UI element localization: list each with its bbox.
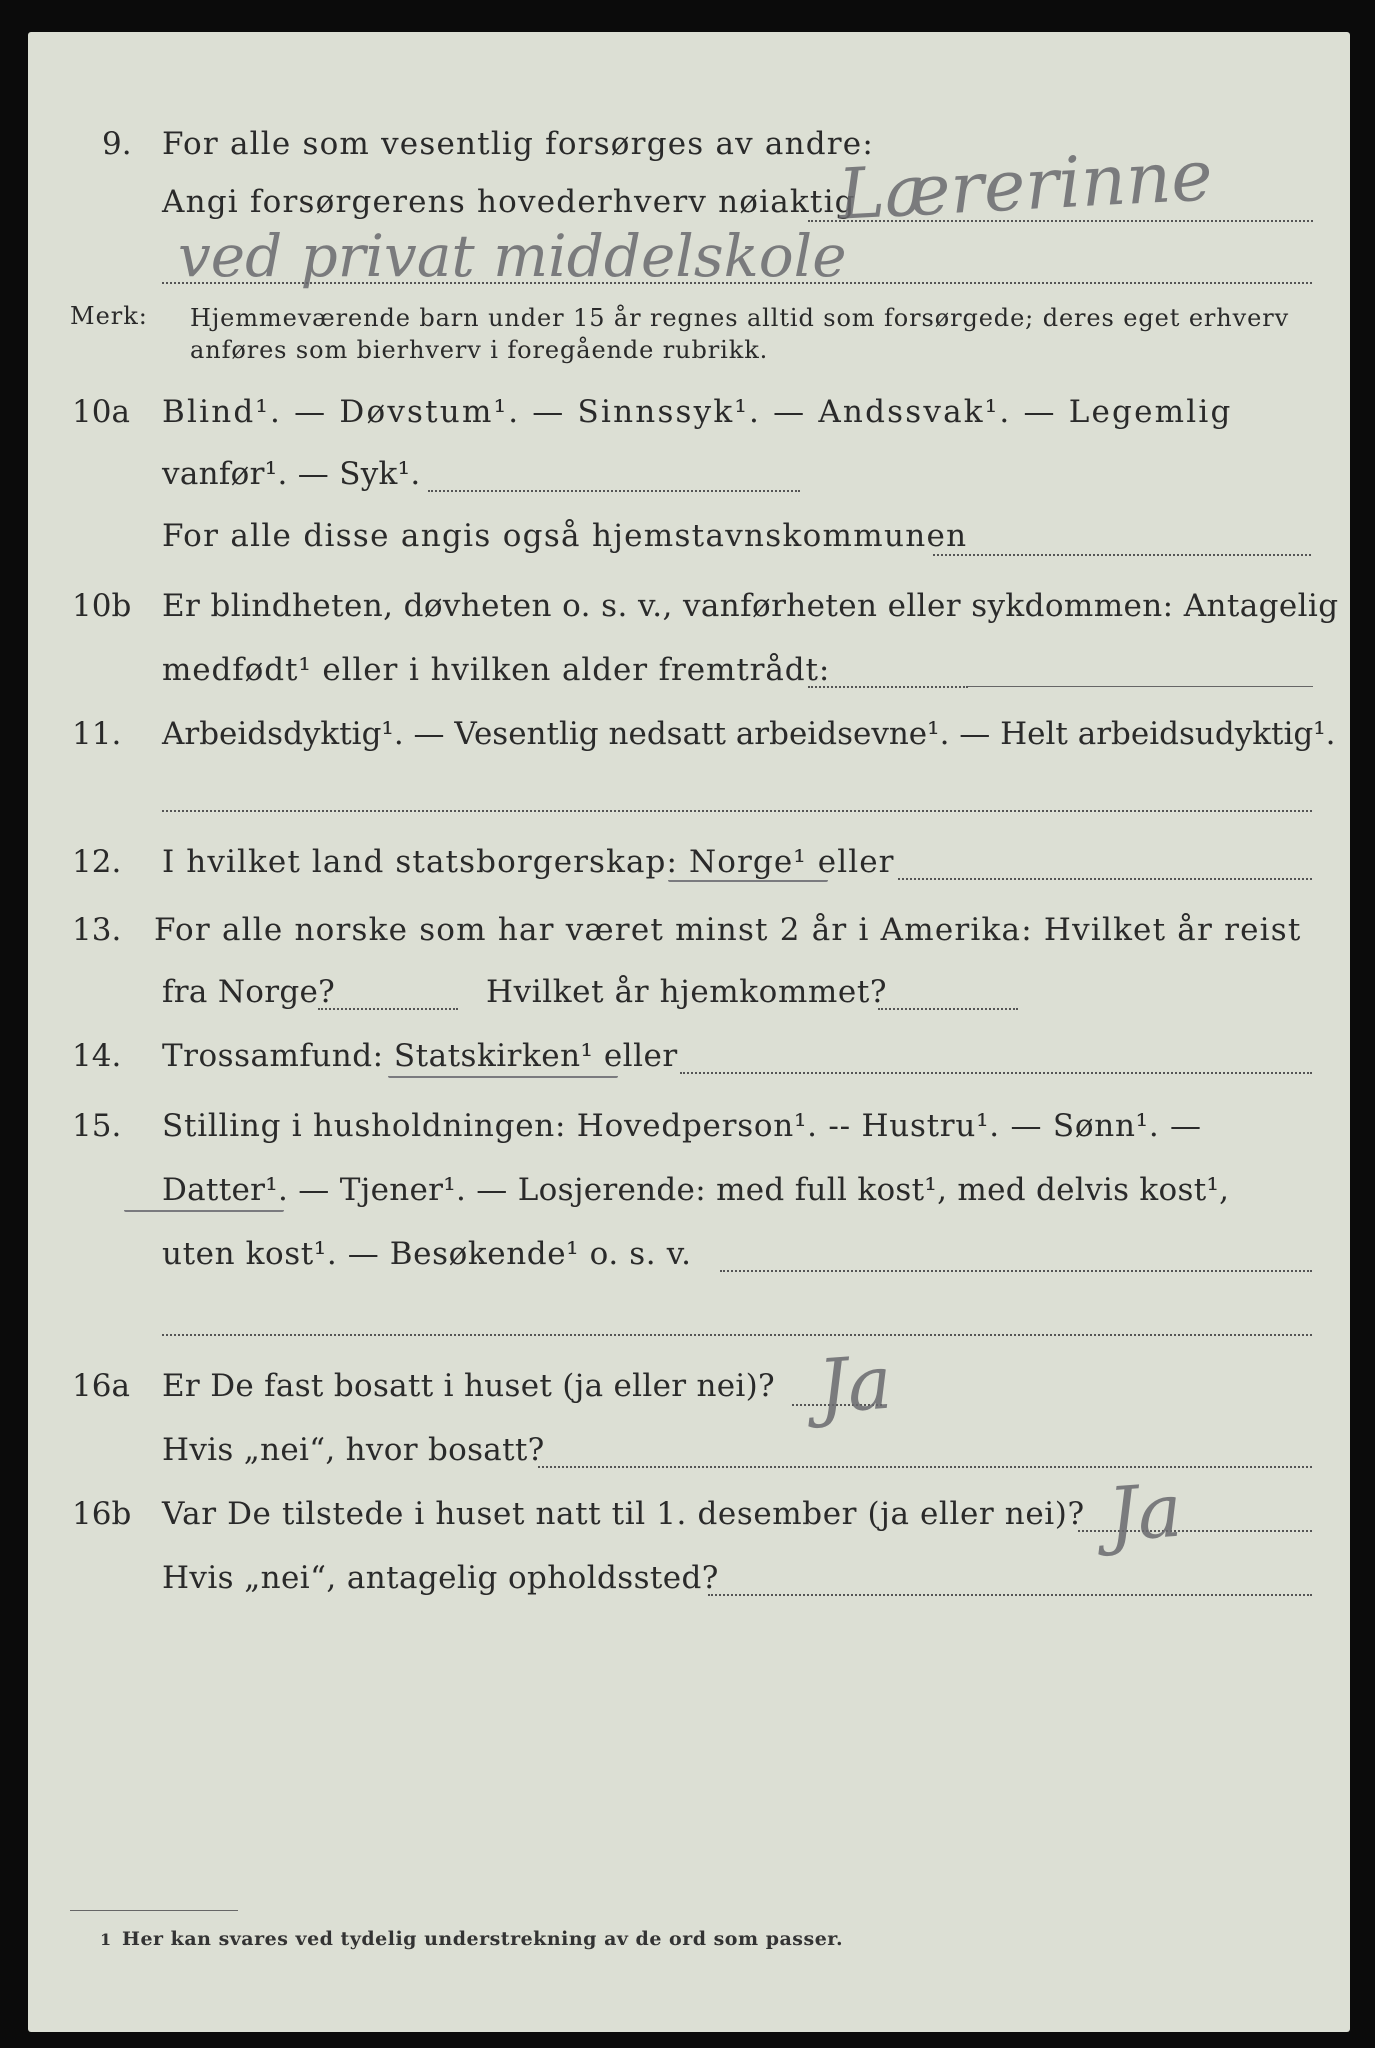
q10a-line2: vanfør¹. — Syk¹.	[162, 456, 421, 492]
q10a-syk-line	[428, 490, 800, 492]
q15-line2: Datter¹. — Tjener¹. — Losjerende: med full kost¹, med delvis kost¹,	[162, 1172, 1230, 1208]
q13-hjemkommet-line	[878, 1008, 1018, 1010]
q12-answer-line	[898, 878, 1312, 880]
q16b-opholdssted-line	[708, 1594, 1312, 1596]
q13-line2a: fra Norge?	[162, 974, 336, 1010]
q15-answer-line	[720, 1270, 1312, 1272]
q10b-answer-line	[968, 686, 1313, 687]
q16b-number: 16b	[72, 1496, 132, 1532]
q9-line1: For alle som vesentlig forsørges av andre:	[162, 126, 874, 162]
census-form-page	[28, 32, 1350, 2032]
q16a-number: 16a	[72, 1368, 130, 1404]
q10a-line1: Blind¹. — Døvstum¹. — Sinnssyk¹. — Andssvak¹. — Legemlig	[162, 394, 1233, 430]
q10b-line1: Er blindheten, døvheten o. s. v., vanførheten eller sykdommen: Antagelig	[162, 588, 1339, 624]
q14-number: 14.	[72, 1038, 122, 1074]
footnote-text: Her kan svares ved tydelig understrekning av de ord som passer.	[122, 1928, 844, 1950]
q10a-kommune-line	[933, 554, 1311, 556]
q16a-line1: Er De fast bosatt i huset (ja eller nei)?	[162, 1368, 775, 1404]
q10b-number: 10b	[72, 588, 132, 624]
q15-line1: Stilling i husholdningen: Hovedperson¹. -- Hustru¹. — Sønn¹. —	[162, 1108, 1202, 1144]
q12-norge-underline	[668, 880, 828, 882]
q10a-line3: For alle disse angis også hjemstavnskommunen	[162, 518, 968, 554]
q10a-number: 10a	[72, 394, 130, 430]
q10b-line2: medfødt¹ eller i hvilken alder fremtrådt:	[162, 652, 831, 688]
q16a-bosatt-line	[538, 1466, 1312, 1468]
merk-line1: Hjemmeværende barn under 15 år regnes alltid som forsørgede; deres eget erhverv	[190, 304, 1290, 332]
q16a-line2: Hvis „nei“, hvor bosatt?	[162, 1432, 545, 1468]
q9-handwritten-answer1: Lærerinne	[836, 134, 1215, 236]
q15-number: 15.	[72, 1108, 122, 1144]
q16b-line2: Hvis „nei“, antagelig opholdssted?	[162, 1560, 719, 1596]
q12-number: 12.	[72, 844, 122, 880]
q9-handwritten-answer2: ved privat middelskole	[178, 222, 847, 290]
q15-line3: uten kost¹. — Besøkende¹ o. s. v.	[162, 1236, 692, 1272]
q13-reist-line	[318, 1008, 458, 1010]
q9-number: 9.	[102, 126, 132, 162]
q11-number: 11.	[72, 716, 122, 752]
q16b-handwritten-answer: Ja	[1105, 1467, 1185, 1559]
q11-answer-line	[162, 810, 1312, 812]
q15-extra-line	[162, 1334, 1312, 1336]
q14-line1: Trossamfund: Statskirken¹ eller	[162, 1038, 678, 1074]
q16a-handwritten-answer: Ja	[815, 1339, 895, 1431]
q12-line1: I hvilket land statsborgerskap: Norge¹ eller	[162, 844, 895, 880]
footnote-rule	[70, 1910, 238, 1911]
q13-number: 13.	[72, 912, 122, 948]
q14-answer-line	[680, 1072, 1312, 1074]
footnote-mark: 1	[100, 1930, 112, 1949]
merk-label: Merk:	[70, 302, 148, 330]
q13-line2b: Hvilket år hjemkommet?	[486, 974, 888, 1010]
q15-datter-underline	[124, 1210, 284, 1212]
q14-statskirken-underline	[388, 1076, 618, 1078]
q13-line1: For alle norske som har været minst 2 år i Amerika: Hvilket år reist	[154, 912, 1302, 948]
q11-line1: Arbeidsdyktig¹. — Vesentlig nedsatt arbeidsevne¹. — Helt arbeidsudyktig¹.	[162, 716, 1336, 752]
q9-line2: Angi forsørgerens hovederhverv nøiaktig	[162, 184, 856, 220]
merk-line2: anføres som bierhverv i foregående rubrikk.	[190, 336, 769, 364]
q16b-line1: Var De tilstede i huset natt til 1. desember (ja eller nei)?	[162, 1496, 1085, 1532]
q10b-answer-line-dotted	[808, 686, 968, 688]
